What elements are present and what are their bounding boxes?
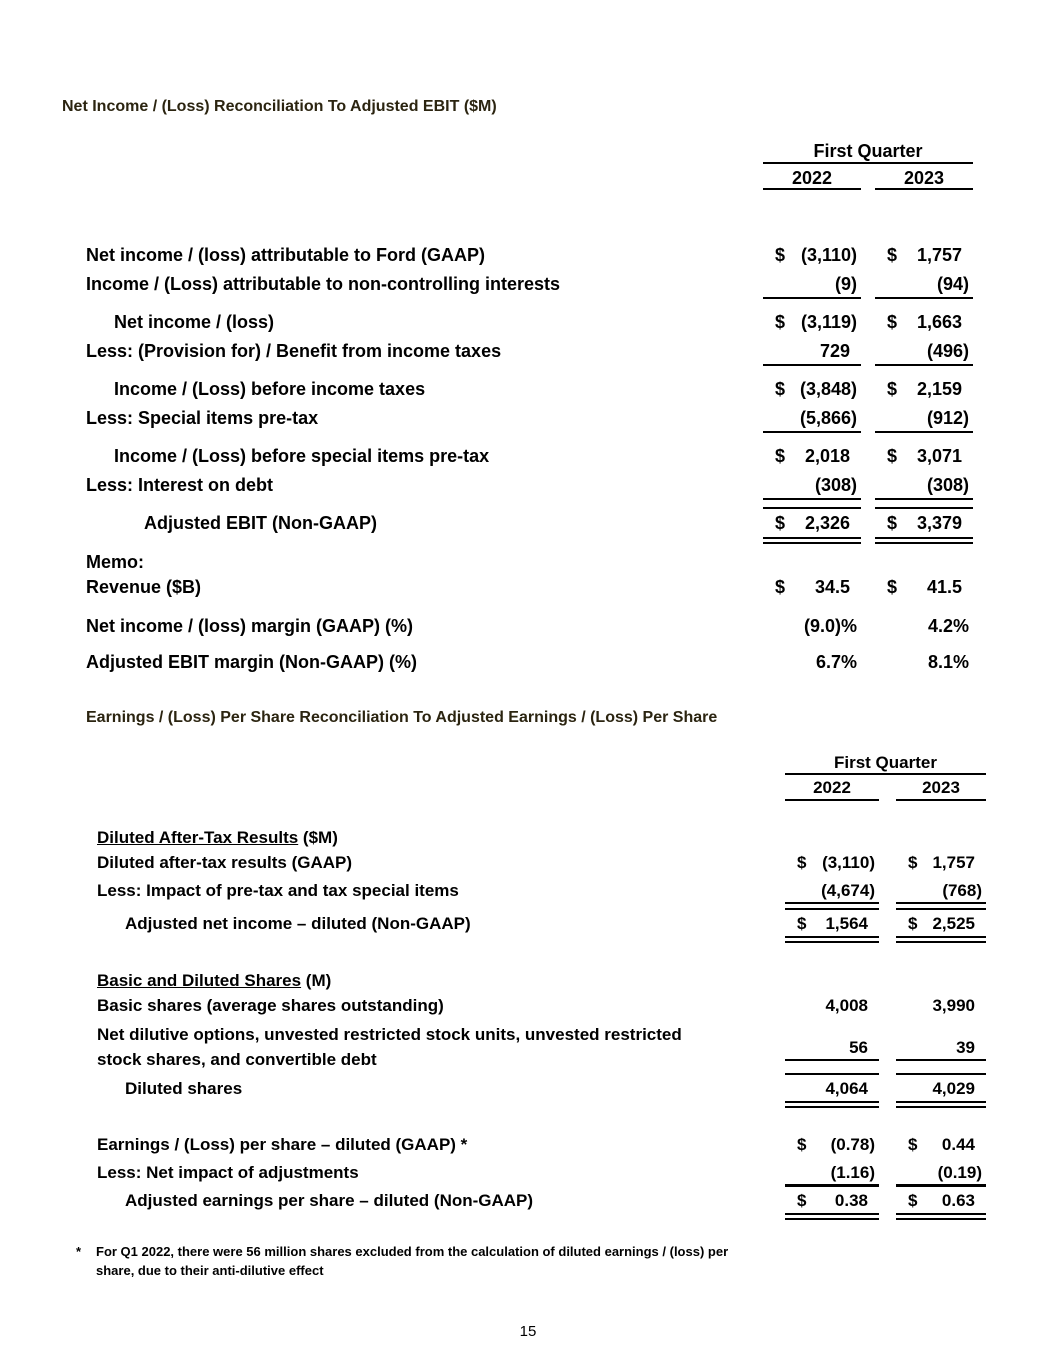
divider — [896, 799, 986, 801]
section2-year-2023: 2023 — [922, 778, 960, 797]
currency-symbol: $ — [775, 446, 786, 466]
row-label: Earnings / (Loss) per share – diluted (GAAP) * — [97, 1135, 468, 1154]
divider — [785, 1073, 879, 1075]
row-label: Less: Interest on debt — [86, 475, 274, 495]
value-cell-2022 — [763, 378, 861, 400]
divider — [763, 364, 861, 366]
row-label: Revenue ($B) — [86, 577, 202, 597]
value: 56 — [849, 1038, 868, 1057]
row-label: Basic shares (average shares outstanding) — [97, 996, 444, 1015]
divider — [875, 431, 973, 433]
divider — [763, 162, 973, 164]
row-label: Income / (Loss) attributable to non-controlling interests — [86, 274, 561, 294]
value: 2,159 — [916, 379, 962, 399]
value: 4,029 — [932, 1079, 975, 1098]
value-cell-2022 — [763, 340, 861, 362]
value-cell-2023 — [875, 273, 973, 295]
value-cell-2023 — [875, 445, 973, 467]
section1-period-header: First Quarter — [813, 141, 923, 161]
value: 0.44 — [941, 1135, 975, 1154]
divider — [785, 1218, 879, 1220]
value-cell-2022 — [785, 880, 879, 902]
divider — [896, 908, 986, 910]
currency-symbol: $ — [775, 577, 786, 597]
footnote-marker: * — [76, 1244, 82, 1259]
section2-period-header: First Quarter — [834, 753, 937, 772]
value: 1,564 — [825, 914, 868, 933]
divider — [785, 902, 879, 904]
value: (3,848) — [799, 379, 857, 399]
divider — [763, 542, 861, 544]
value-cell-2023 — [875, 311, 973, 333]
value-cell-2023 — [875, 576, 973, 598]
divider — [896, 936, 986, 938]
footnote-line1: For Q1 2022, there were 56 million shares excluded from the calculation of diluted earnings / (loss) per — [96, 1244, 729, 1259]
divider — [763, 431, 861, 433]
value-cell-2023 — [875, 474, 973, 496]
value-cell-2023 — [896, 852, 986, 874]
divider — [875, 297, 973, 299]
divider — [875, 498, 973, 500]
divider — [875, 188, 973, 190]
currency-symbol: $ — [887, 312, 898, 332]
footnote-line2: share, due to their anti-dilutive effect — [96, 1263, 324, 1278]
divider — [785, 941, 879, 943]
row-label: Income / (Loss) before special items pre-tax — [114, 446, 490, 466]
value: 41.5 — [926, 577, 962, 597]
currency-symbol: $ — [797, 914, 807, 933]
currency-symbol: $ — [908, 914, 918, 933]
value: (308) — [814, 475, 857, 495]
currency-symbol: $ — [887, 577, 898, 597]
value-cell-2022 — [785, 852, 879, 874]
value: (496) — [926, 341, 969, 361]
value-cell-2022 — [763, 445, 861, 467]
value: (4,674) — [821, 881, 875, 900]
value-cell-2023 — [896, 1134, 986, 1156]
section1-year-2023: 2023 — [903, 168, 945, 188]
value: 39 — [956, 1038, 975, 1057]
row-label: Less: Net impact of adjustments — [97, 1163, 359, 1182]
divider — [785, 908, 879, 910]
value-cell-2022 — [785, 1162, 879, 1184]
value-cell-2022 — [785, 1037, 879, 1059]
divider — [875, 542, 973, 544]
currency-symbol: $ — [887, 513, 898, 533]
value: (0.78) — [830, 1135, 875, 1154]
value: (3,119) — [800, 312, 857, 332]
value-cell-2022 — [763, 615, 861, 637]
row-label-line2: stock shares, and convertible debt — [97, 1050, 377, 1069]
divider — [763, 537, 861, 539]
section2-title: Earnings / (Loss) Per Share Reconciliation To Adjusted Earnings / (Loss) Per Share — [86, 709, 718, 726]
value: (9) — [835, 274, 857, 294]
value: 1,757 — [932, 853, 975, 872]
memo-label: Memo: — [86, 552, 144, 572]
currency-symbol: $ — [887, 446, 898, 466]
currency-symbol: $ — [797, 1191, 807, 1210]
value: 4,008 — [825, 996, 868, 1015]
divider — [896, 1073, 986, 1075]
currency-symbol: $ — [908, 1135, 918, 1154]
row-label: Diluted after-tax results (GAAP) — [97, 853, 353, 872]
row-label: Net income / (loss) attributable to Ford (GAAP) — [86, 245, 486, 265]
divider — [785, 936, 879, 938]
value-cell-2022 — [763, 651, 861, 673]
row-label: Adjusted net income – diluted (Non-GAAP) — [125, 914, 471, 933]
value: 4.2% — [927, 616, 969, 636]
currency-symbol: $ — [797, 853, 807, 872]
page-number: 15 — [519, 1323, 537, 1340]
value-cell-2022 — [763, 311, 861, 333]
value-cell-2022 — [785, 1190, 879, 1212]
value-cell-2023 — [896, 1162, 986, 1184]
value-cell-2023 — [896, 913, 986, 935]
row-label: Adjusted EBIT (Non-GAAP) — [144, 513, 377, 533]
value: (768) — [942, 881, 982, 900]
divider — [896, 1213, 986, 1215]
value: (5,866) — [799, 408, 857, 428]
value: (9.0)% — [803, 616, 857, 636]
value: (1.16) — [830, 1163, 875, 1182]
value: 729 — [819, 341, 850, 361]
divider — [763, 297, 861, 299]
currency-symbol: $ — [797, 1135, 807, 1154]
value-cell-2023 — [875, 378, 973, 400]
currency-symbol: $ — [775, 379, 786, 399]
divider — [785, 1101, 879, 1103]
divider — [896, 1106, 986, 1108]
value: (94) — [936, 274, 969, 294]
value: 4,064 — [825, 1079, 868, 1098]
value: 3,990 — [932, 996, 975, 1015]
row-label: Less: Special items pre-tax — [86, 408, 319, 428]
value: (0.19) — [937, 1163, 982, 1182]
divider — [785, 1059, 879, 1061]
value: 8.1% — [927, 652, 969, 672]
divider — [785, 1185, 879, 1187]
value-cell-2022 — [763, 244, 861, 266]
divider — [875, 364, 973, 366]
currency-symbol: $ — [775, 513, 786, 533]
divider — [875, 537, 973, 539]
divider — [785, 1106, 879, 1108]
row-label: Adjusted EBIT margin (Non-GAAP) (%) — [86, 652, 417, 672]
group-heading-shares: Basic and Diluted Shares (M) — [97, 971, 332, 990]
currency-symbol: $ — [775, 245, 786, 265]
value: 2,018 — [804, 446, 850, 466]
value-cell-2023 — [896, 880, 986, 902]
value-cell-2022 — [785, 1078, 879, 1100]
divider — [763, 188, 861, 190]
currency-symbol: $ — [887, 245, 898, 265]
divider — [875, 507, 973, 509]
value: 3,071 — [916, 446, 962, 466]
value-cell-2023 — [875, 244, 973, 266]
section2-year-2022: 2022 — [813, 778, 851, 797]
value-cell-2023 — [896, 995, 986, 1017]
row-label: Net income / (loss) margin (GAAP) (%) — [86, 616, 414, 636]
value: 3,379 — [916, 513, 962, 533]
value-cell-2023 — [875, 615, 973, 637]
value: 0.63 — [941, 1191, 975, 1210]
row-label — [97, 1024, 682, 1070]
value: (3,110) — [822, 853, 875, 872]
row-label-line1: Net dilutive options, unvested restricted stock units, unvested restricted — [97, 1025, 682, 1044]
divider — [896, 1059, 986, 1061]
value-cell-2023 — [875, 512, 973, 534]
value: 1,663 — [916, 312, 962, 332]
currency-symbol: $ — [775, 312, 786, 332]
value: 6.7% — [815, 652, 857, 672]
divider — [785, 773, 986, 775]
currency-symbol: $ — [908, 853, 918, 872]
row-label: Adjusted earnings per share – diluted (Non-GAAP) — [125, 1191, 534, 1210]
value: 2,326 — [804, 513, 850, 533]
row-label: Less: Impact of pre-tax and tax special items — [97, 881, 459, 900]
row-label: Net income / (loss) — [114, 312, 275, 332]
value-cell-2023 — [875, 340, 973, 362]
value-cell-2023 — [875, 407, 973, 429]
value: (3,110) — [800, 245, 857, 265]
value-cell-2022 — [763, 273, 861, 295]
value: (308) — [926, 475, 969, 495]
value-cell-2022 — [763, 512, 861, 534]
divider — [896, 1101, 986, 1103]
value-cell-2023 — [875, 651, 973, 673]
group-heading-diluted-results: Diluted After-Tax Results ($M) — [97, 828, 338, 847]
value: 0.38 — [834, 1191, 868, 1210]
currency-symbol: $ — [908, 1191, 918, 1210]
value-cell-2022 — [785, 995, 879, 1017]
divider — [785, 1213, 879, 1215]
divider — [896, 902, 986, 904]
value-cell-2023 — [896, 1190, 986, 1212]
value-cell-2022 — [763, 474, 861, 496]
divider — [896, 941, 986, 943]
value: 1,757 — [916, 245, 962, 265]
value: 2,525 — [932, 914, 975, 933]
divider — [896, 1185, 986, 1187]
section1-year-2022: 2022 — [791, 168, 833, 188]
row-label: Less: (Provision for) / Benefit from income taxes — [86, 341, 502, 361]
row-label: Income / (Loss) before income taxes — [114, 379, 426, 399]
value-cell-2022 — [785, 913, 879, 935]
row-label: Diluted shares — [125, 1079, 243, 1098]
divider — [896, 1218, 986, 1220]
value: (912) — [926, 408, 969, 428]
value-cell-2022 — [785, 1134, 879, 1156]
value: 34.5 — [814, 577, 850, 597]
value-cell-2023 — [896, 1037, 986, 1059]
divider — [763, 498, 861, 500]
value-cell-2022 — [763, 576, 861, 598]
value-cell-2023 — [896, 1078, 986, 1100]
currency-symbol: $ — [887, 379, 898, 399]
section1-title: Net Income / (Loss) Reconciliation To Adjusted EBIT ($M) — [62, 98, 497, 115]
value-cell-2022 — [763, 407, 861, 429]
divider — [785, 799, 879, 801]
divider — [763, 507, 861, 509]
